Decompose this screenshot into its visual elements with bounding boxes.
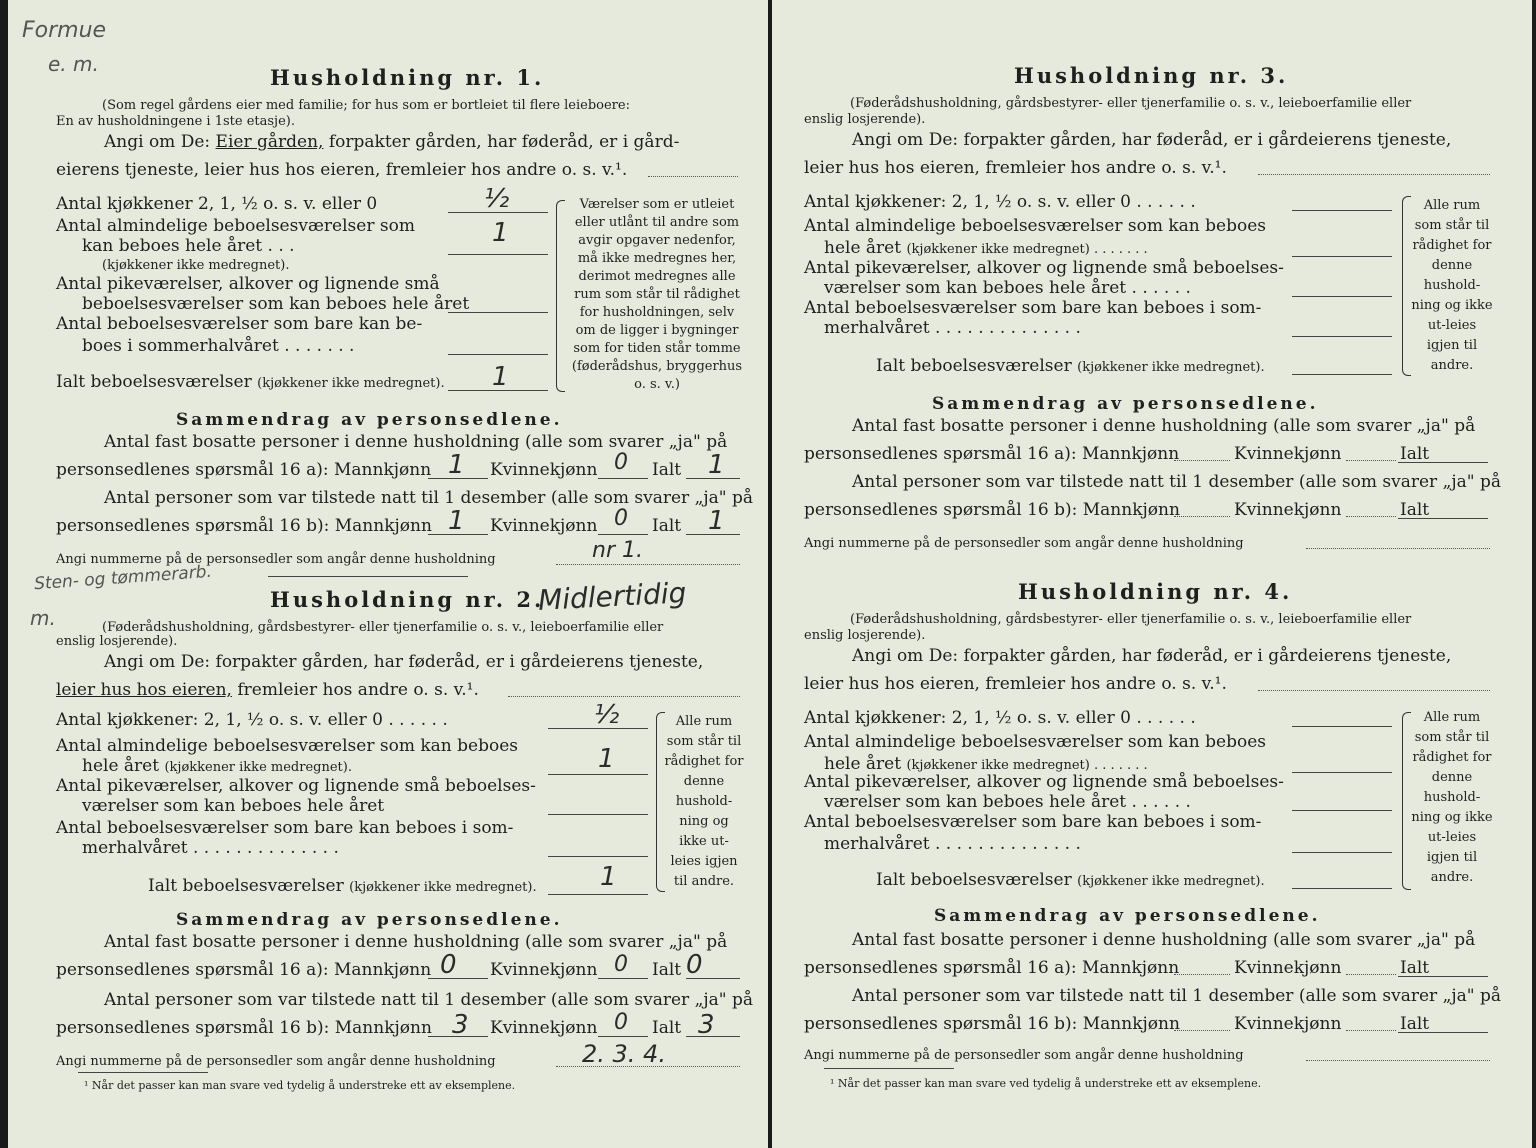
h1-summary-line4: personsedlenes spørsmål 16 b): Mannkjønn xyxy=(56,516,432,536)
h3-row-total xyxy=(876,356,1265,378)
h2-note-line2: enslig losjerende). xyxy=(56,634,178,649)
h2-title: Husholdning nr. 2. xyxy=(270,587,545,612)
h4-summary-title: Sammendrag av personsedlene. xyxy=(934,906,1321,926)
h4-16b-k-line xyxy=(1346,1030,1396,1031)
h3-kitchens-line xyxy=(1292,210,1392,211)
h1-summary-line2: personsedlenes spørsmål 16 a): Mannkjønn xyxy=(56,460,432,480)
handwritten-occupation: Sten- og tømmerarb. xyxy=(33,561,213,595)
h3-maid-line xyxy=(1292,296,1392,297)
h2-note-line1: (Føderådshusholdning, gårdsbestyrer- eller tjenerfamilie o. s. v., leieboerfamilie eller xyxy=(102,620,664,635)
h4-angi-line2: leier hus hos eieren, fremleier hos andre o. s. v.¹. xyxy=(804,674,1227,694)
h4-rooms-b-text: hele året xyxy=(824,754,902,774)
handwritten-note-formue: Formue xyxy=(22,18,107,43)
h4-summer-line xyxy=(1292,852,1392,853)
h1-rooms-value: 1 xyxy=(492,218,509,248)
h3-row-summer-b: merhalvåret . . . . . . . . . . . . . . xyxy=(824,318,1081,338)
h2-row-total xyxy=(148,876,537,898)
h3-row-maid-a: Antal pikeværelser, alkover og lignende små beboelses- xyxy=(804,258,1284,278)
h1-total-label: Ialt beboelsesværelser xyxy=(56,372,252,392)
h1-16a-k-value: 0 xyxy=(614,450,628,475)
h3-nummer-line xyxy=(1306,548,1490,549)
h1-nummer-value: nr 1. xyxy=(592,538,643,563)
h3-16b-i-line xyxy=(1398,518,1488,519)
h1-nummer-line xyxy=(556,564,740,565)
h1-row-summer-b: boes i sommerhalvåret . . . . . . . xyxy=(82,336,355,356)
footnote-separator-left xyxy=(78,1072,208,1073)
h3-rooms-line xyxy=(1292,256,1392,257)
h4-row-maid-b: værelser som kan beboes hele året . . . . . . xyxy=(824,792,1191,812)
h4-kitchens-line xyxy=(1292,726,1392,727)
h4-nummer-line xyxy=(1306,1060,1490,1061)
h3-summer-line xyxy=(1292,336,1392,337)
h4-16b-m-line xyxy=(1174,1030,1230,1031)
h4-note-line1: (Føderådshusholdning, gårdsbestyrer- eller tjenerfamilie o. s. v., leieboerfamilie eller xyxy=(850,612,1412,627)
h2-total-line xyxy=(548,894,648,895)
h2-16b-i-value: 3 xyxy=(698,1010,715,1040)
h1-row-summer-a: Antal beboelsesværelser som bare kan be- xyxy=(56,314,423,334)
h2-row-kitchens: Antal kjøkkener: 2, 1, ½ o. s. v. eller 0 . . . . . . xyxy=(56,710,448,730)
h2-total-value: 1 xyxy=(600,862,617,892)
h1-angi-prefix: Angi om De: xyxy=(104,132,211,152)
h3-row-rooms-a: Antal almindelige beboelsesværelser som kan beboes xyxy=(804,216,1266,236)
h3-16b-k-label: Kvinnekjønn xyxy=(1234,500,1342,520)
h2-angi-line1: Angi om De: forpakter gården, har føderåd, er i gårdeierens tjeneste, xyxy=(104,652,704,672)
h1-16b-k-value: 0 xyxy=(614,506,628,531)
h2-16a-k-value: 0 xyxy=(614,952,628,977)
h2-16a-i-label: Ialt xyxy=(652,960,682,980)
h4-rooms-b-note: (kjøkkener ikke medregnet) . . . . . . . xyxy=(906,758,1148,773)
h2-side-note: Alle rum som står til rådighet for denne hushold-ning og ikke ut-leies igjen til andre. xyxy=(664,714,744,889)
h2-16b-k-line xyxy=(598,1036,648,1037)
h4-row-rooms-a: Antal almindelige beboelsesværelser som kan beboes xyxy=(804,732,1266,752)
h3-rooms-b-text: hele året xyxy=(824,238,902,258)
h4-row-total xyxy=(876,870,1265,892)
left-page xyxy=(8,0,768,1148)
h3-16a-m-line xyxy=(1174,460,1230,461)
h2-angi-line2 xyxy=(56,680,479,700)
h3-summary-line4: personsedlenes spørsmål 16 b): Mannkjønn xyxy=(804,500,1180,520)
h2-angi-fill-line xyxy=(508,696,740,697)
h4-total-label: Ialt beboelsesværelser xyxy=(876,870,1072,890)
h3-side-note: Alle rum som står til rådighet for denne hushold-ning og ikke ut-leies igjen til andre. xyxy=(1411,198,1493,373)
h3-note-line1: (Føderådshusholdning, gårdsbestyrer- eller tjenerfamilie o. s. v., leieboerfamilie eller xyxy=(850,96,1412,111)
h2-row-rooms-a: Antal almindelige beboelsesværelser som kan beboes xyxy=(56,736,518,756)
h4-16b-i-line xyxy=(1398,1032,1488,1033)
h4-rooms-line xyxy=(1292,772,1392,773)
h4-16a-k-label: Kvinnekjønn xyxy=(1234,958,1342,978)
h4-16b-i-label: Ialt xyxy=(1400,1014,1430,1034)
h1-summary-line3: Antal personer som var tilstede natt til 1 desember (alle som svarer „ja" på xyxy=(104,488,754,508)
h1-nummer-label: Angi nummerne på de personsedler som angår denne husholdning xyxy=(56,552,496,567)
h1-total-value: 1 xyxy=(492,362,509,392)
h1-16a-i-value: 1 xyxy=(708,450,725,480)
h2-rooms-line xyxy=(548,774,648,775)
h1-angi-line1 xyxy=(104,132,679,152)
h4-angi-fill-line xyxy=(1258,690,1490,691)
h3-note-line2: enslig losjerende). xyxy=(804,112,926,127)
h2-16b-m-value: 3 xyxy=(452,1010,469,1040)
h1-16a-k-line xyxy=(598,478,648,479)
h1-angi-fill-line xyxy=(648,176,738,177)
h1-summary-line1: Antal fast bosatte personer i denne husholdning (alle som svarer „ja" på xyxy=(104,432,728,452)
h2-row-summer-a: Antal beboelsesværelser som bare kan beboes i som- xyxy=(56,818,514,838)
h1-16b-m-value: 1 xyxy=(448,506,465,536)
h1-row-maid-b: beboelsesværelser som kan beboes hele året xyxy=(82,294,470,314)
h4-row-summer-b: merhalvåret . . . . . . . . . . . . . . xyxy=(824,834,1081,854)
h4-note-line2: enslig losjerende). xyxy=(804,628,926,643)
h2-nummer-label: Angi nummerne på de personsedler som angår denne husholdning xyxy=(56,1054,496,1069)
h2-summer-line xyxy=(548,856,648,857)
h1-angi-line2: eierens tjeneste, leier hus hos eieren, fremleier hos andre o. s. v.¹. xyxy=(56,160,628,180)
h1-16a-k-label: Kvinnekjønn xyxy=(490,460,598,480)
h4-side-note: Alle rum som står til rådighet for denne hushold-ning og ikke ut-leies igjen til andre. xyxy=(1411,710,1493,885)
h3-nummer-label: Angi nummerne på de personsedler som angår denne husholdning xyxy=(804,536,1244,551)
right-page xyxy=(772,0,1532,1148)
h4-summary-line2: personsedlenes spørsmål 16 a): Mannkjønn xyxy=(804,958,1180,978)
h2-rooms-value: 1 xyxy=(598,744,615,774)
h3-16b-k-line xyxy=(1346,516,1396,517)
h2-16b-i-label: Ialt xyxy=(652,1018,682,1038)
h2-16a-k-line xyxy=(598,978,648,979)
h1-h2-separator xyxy=(268,576,468,577)
h1-row-maid-a: Antal pikeværelser, alkover og lignende små xyxy=(56,274,440,294)
h1-maid-line xyxy=(448,312,548,313)
h3-16b-i-label: Ialt xyxy=(1400,500,1430,520)
h2-row-summer-b: merhalvåret . . . . . . . . . . . . . . xyxy=(82,838,339,858)
h1-row-rooms-a: Antal almindelige beboelsesværelser som xyxy=(56,216,415,236)
h2-title-handwritten: Midlertidig xyxy=(537,576,688,617)
h1-16b-k-label: Kvinnekjønn xyxy=(490,516,598,536)
h2-maid-line xyxy=(548,814,648,815)
h3-row-maid-b: værelser som kan beboes hele året . . . . . . xyxy=(824,278,1191,298)
h4-angi-line1: Angi om De: forpakter gården, har føderåd, er i gårdeierens tjeneste, xyxy=(852,646,1452,666)
h3-rooms-b-note: (kjøkkener ikke medregnet) . . . . . . . xyxy=(906,242,1148,257)
h1-row-rooms-b: kan beboes hele året . . . xyxy=(82,236,295,256)
h3-16a-i-line xyxy=(1398,462,1488,463)
h1-16b-i-label: Ialt xyxy=(652,516,682,536)
h2-summary-line1: Antal fast bosatte personer i denne husholdning (alle som svarer „ja" på xyxy=(104,932,728,952)
h4-16a-i-line xyxy=(1398,976,1488,977)
h1-title: Husholdning nr. 1. xyxy=(270,65,545,90)
h3-summary-line2: personsedlenes spørsmål 16 a): Mannkjønn xyxy=(804,444,1180,464)
h3-angi-fill-line xyxy=(1258,174,1490,175)
h1-row-rooms-c: (kjøkkener ikke medregnet). xyxy=(102,258,290,273)
h1-16b-i-value: 1 xyxy=(708,506,725,536)
h2-total-label: Ialt beboelsesværelser xyxy=(148,876,344,896)
h2-total-note: (kjøkkener ikke medregnet). xyxy=(349,880,537,895)
h1-angi-selected-eier: Eier gården, xyxy=(215,132,324,152)
h2-rooms-b-text: hele året xyxy=(82,756,160,776)
h1-16a-i-label: Ialt xyxy=(652,460,682,480)
h1-total-note: (kjøkkener ikke medregnet). xyxy=(257,376,445,391)
h1-rooms-line xyxy=(448,254,548,255)
h3-16a-i-label: Ialt xyxy=(1400,444,1430,464)
h3-row-summer-a: Antal beboelsesværelser som bare kan beboes i som- xyxy=(804,298,1262,318)
h3-angi-line1: Angi om De: forpakter gården, har føderåd, er i gårdeierens tjeneste, xyxy=(852,130,1452,150)
h4-total-note: (kjøkkener ikke medregnet). xyxy=(1077,874,1265,889)
h3-angi-line2: leier hus hos eieren, fremleier hos andre o. s. v.¹. xyxy=(804,158,1227,178)
h4-summary-line1: Antal fast bosatte personer i denne husholdning (alle som svarer „ja" på xyxy=(852,930,1476,950)
h2-16a-k-label: Kvinnekjønn xyxy=(490,960,598,980)
h1-summer-line xyxy=(448,354,548,355)
h3-16b-m-line xyxy=(1174,516,1230,517)
h3-16a-k-label: Kvinnekjønn xyxy=(1234,444,1342,464)
h1-summary-title: Sammendrag av personsedlene. xyxy=(176,410,563,430)
h2-summary-line4: personsedlenes spørsmål 16 b): Mannkjønn xyxy=(56,1018,432,1038)
h3-title: Husholdning nr. 3. xyxy=(1014,63,1289,88)
h1-side-note: Værelser som er utleiet eller utlånt til andre som avgir opgaver nedenfor, må ikke medregnes her, derimot medregnes alle rum som står til rådighet for husholdningen, selv om de ligger i bygninger som for tiden står tomme (føderådshus, bryggerhus o. s. v.) xyxy=(571,197,743,392)
h1-row-kitchens: Antal kjøkkener 2, 1, ½ o. s. v. eller 0 xyxy=(56,194,378,214)
h2-row-rooms-b xyxy=(82,756,352,778)
h4-summary-line3: Antal personer som var tilstede natt til 1 desember (alle som svarer „ja" på xyxy=(852,986,1502,1006)
h2-16a-m-value: 0 xyxy=(440,950,457,980)
h4-maid-line xyxy=(1292,810,1392,811)
h2-rooms-b-note: (kjøkkener ikke medregnet). xyxy=(164,760,352,775)
h2-angi-selected-leier: leier hus hos eieren, xyxy=(56,680,232,700)
h2-row-maid-a: Antal pikeværelser, alkover og lignende små beboelses- xyxy=(56,776,536,796)
h1-brace xyxy=(556,200,565,392)
h2-summary-line2: personsedlenes spørsmål 16 a): Mannkjønn xyxy=(56,960,432,980)
footnote-left: ¹ Når det passer kan man svare ved tydelig å understreke ett av eksemplene. xyxy=(84,1079,516,1092)
h2-kitchens-value: ½ xyxy=(594,700,620,730)
h4-16a-i-label: Ialt xyxy=(1400,958,1430,978)
h3-summary-title: Sammendrag av personsedlene. xyxy=(932,394,1319,414)
footnote-separator-right xyxy=(824,1068,954,1069)
h2-16a-m-line xyxy=(428,978,488,979)
h4-row-maid-a: Antal pikeværelser, alkover og lignende små beboelses- xyxy=(804,772,1284,792)
handwritten-m: m. xyxy=(30,606,56,630)
handwritten-note-em: e. m. xyxy=(48,52,99,76)
h2-nummer-value: 2. 3. 4. xyxy=(582,1040,666,1068)
h2-row-maid-b: værelser som kan beboes hele året xyxy=(82,796,385,816)
h4-16a-k-line xyxy=(1346,974,1396,975)
h2-16a-i-value: 0 xyxy=(686,950,703,980)
h4-summary-line4: personsedlenes spørsmål 16 b): Mannkjønn xyxy=(804,1014,1180,1034)
h4-total-line xyxy=(1292,888,1392,889)
h2-16b-k-label: Kvinnekjønn xyxy=(490,1018,598,1038)
h2-summary-title: Sammendrag av personsedlene. xyxy=(176,910,563,930)
h1-note-line2: En av husholdningene i 1ste etasje). xyxy=(56,114,295,129)
h4-16b-k-label: Kvinnekjønn xyxy=(1234,1014,1342,1034)
h4-nummer-label: Angi nummerne på de personsedler som angår denne husholdning xyxy=(804,1048,1244,1063)
h3-total-label: Ialt beboelsesværelser xyxy=(876,356,1072,376)
h1-note-line1: (Som regel gårdens eier med familie; for hus som er bortleiet til flere leieboere: xyxy=(102,98,630,113)
h3-row-rooms-b xyxy=(824,238,1148,260)
h4-row-summer-a: Antal beboelsesværelser som bare kan beboes i som- xyxy=(804,812,1262,832)
h1-angi-suffix: forpakter gården, har føderåd, er i gård- xyxy=(328,132,680,152)
h1-16a-m-value: 1 xyxy=(448,450,465,480)
h4-title: Husholdning nr. 4. xyxy=(1018,579,1293,604)
h1-kitchens-value: ½ xyxy=(484,184,510,214)
h2-16b-k-value: 0 xyxy=(614,1010,628,1035)
h2-summary-line3: Antal personer som var tilstede natt til 1 desember (alle som svarer „ja" på xyxy=(104,990,754,1010)
h4-row-kitchens: Antal kjøkkener: 2, 1, ½ o. s. v. eller 0 . . . . . . xyxy=(804,708,1196,728)
footnote-right: ¹ Når det passer kan man svare ved tydelig å understreke ett av eksemplene. xyxy=(830,1077,1262,1090)
h1-row-total xyxy=(56,372,445,394)
h1-16b-k-line xyxy=(598,534,648,535)
h3-row-kitchens: Antal kjøkkener: 2, 1, ½ o. s. v. eller 0 . . . . . . xyxy=(804,192,1196,212)
h3-16a-k-line xyxy=(1346,460,1396,461)
h3-summary-line1: Antal fast bosatte personer i denne husholdning (alle som svarer „ja" på xyxy=(852,416,1476,436)
h4-16a-m-line xyxy=(1174,974,1230,975)
h2-angi-suffix: fremleier hos andre o. s. v.¹. xyxy=(237,680,479,700)
h3-total-line xyxy=(1292,374,1392,375)
h3-summary-line3: Antal personer som var tilstede natt til 1 desember (alle som svarer „ja" på xyxy=(852,472,1502,492)
h3-total-note: (kjøkkener ikke medregnet). xyxy=(1077,360,1265,375)
